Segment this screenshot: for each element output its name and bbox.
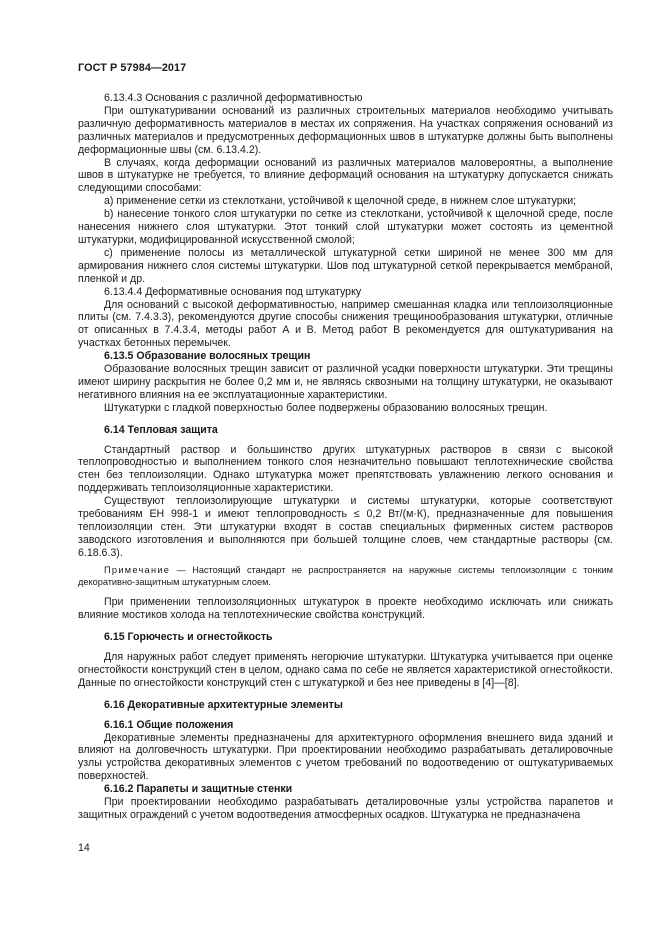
paragraph: При применении теплоизоляционных штукатурок в проекте необходимо исключать или снижать влияние мостиков холода на теплотехнические свойства конструкций. — [78, 596, 613, 622]
section-heading-6-13-5: 6.13.5 Образование волосяных трещин — [104, 350, 311, 363]
paragraph: В случаях, когда деформации оснований из различных материалов маловероятны, а выполнение швов в штукатурке не требуется, то влияние деформаций основания на штукатурку допускается снижать следующими способами: — [78, 156, 613, 195]
note-text: — Настоящий стандарт не распространяется на наружные системы теплоизоляции с тонким декоративно-защитным штукатурным слоем. — [78, 564, 613, 587]
section-heading-6-13-4-4: 6.13.4.4 Деформативные основания под штукатурку — [104, 285, 362, 298]
list-item-a: а) применение сетки из стеклоткани, устойчивой к щелочной среде, в нижнем слое штукатурки; — [104, 195, 577, 208]
section-heading-6-15: 6.15 Горючесть и огнестойкость — [104, 631, 273, 644]
section-heading-6-16-2: 6.16.2 Парапеты и защитные стенки — [104, 783, 293, 796]
page-number: 14 — [78, 842, 90, 854]
paragraph: Декоративные элементы предназначены для архитектурного оформления внешнего вида зданий и влияют на долговечность штукатурки. При проектировании необходимо разрабатывать деталировочные узлы устройства декоративных элементов с учетом требований по водоотведению от оштукатуриваемых поверхностей. — [78, 731, 613, 783]
note — [78, 565, 613, 589]
paragraph: Образование волосяных трещин зависит от различной усадки поверхности штукатурки. Эти трещины имеют ширину раскрытия не более 0,2 мм и, не являясь сквозными на толщину штукатурки, не оказывают негативного влияния на ее эксплуатационные характеристики. — [78, 363, 613, 401]
section-heading-6-16: 6.16 Декоративные архитектурные элементы — [104, 698, 343, 711]
section-heading-6-14: 6.14 Тепловая защита — [104, 423, 218, 436]
list-item-b: b) нанесение тонкого слоя штукатурки по сетке из стеклоткани, устойчивой к щелочной среде, после нанесения нижнего слоя штукатурки. Этот тонкий слой штукатурки может состоять из цементной штукатурки, модифицированной искусственной смолой; — [78, 208, 613, 246]
section-heading-6-13-4-3: 6.13.4.3 Основания с различной деформативностью — [104, 92, 363, 104]
paragraph: Существуют теплоизолирующие штукатурки и системы штукатурки, которые соответствуют требованиям ЕН 998-1 и имеют теплопроводность ≤ 0,2 Вт/(м·К), предназначенные для повышения теплоизоляции стен. Эти штукатурки входят в состав специальных фирменных систем растворов заводского изготовления и выполняются при большей толщине слоев, чем стандартные растворы (см. 6.18.6.3). — [78, 495, 613, 559]
paragraph: При оштукатуривании оснований из различных строительных материалов необходимо учитывать различную деформативность материалов в местах их сопряжения. На участках сопряжения оснований из различных материалов и предусмотренных деформационных швов в штукатурке должны быть выполнены деформационные швы (см. 6.13.4.2). — [78, 104, 613, 156]
page-body — [78, 92, 613, 822]
section-heading-6-16-1: 6.16.1 Общие положения — [104, 718, 234, 731]
list-item-c: с) применение полосы из металлической штукатурной сетки шириной не менее 300 мм для армирования нижнего слоя системы штукатурки. Шов под штукатурной сеткой перекрывается мембраной, пленкой и др. — [78, 246, 613, 285]
paragraph: Для оснований с высокой деформативностью, например смешанная кладка или теплоизоляционные плиты (см. 7.4.3.3), рекомендуются другие способы снижения трещинообразования штукатурки, отличные от описанных в 7.4.3.4, методы работ А и В. Метод работ В рекомендуется для оштукатуривания на участках бетонных перемычек. — [78, 298, 613, 350]
paragraph: Для наружных работ следует применять негорючие штукатурки. Штукатурка учитывается при оценке огнестойкости конструкций стен в целом, однако сама по себе не является характеристикой огнестойкости. Данные по огнестойкости конструкций стен с штукатуркой и без нее приведены в [4]—[8]. — [78, 651, 613, 689]
paragraph: Штукатурки с гладкой поверхностью более подвержены образованию волосяных трещин. — [104, 401, 548, 414]
paragraph: При проектировании необходимо разрабатывать деталировочные узлы устройства парапетов и защитных ограждений с учетом водоотведения атмосферных осадков. Штукатурка не предназначена — [78, 796, 613, 821]
note-label: Примечание — [104, 564, 171, 575]
paragraph: Стандартный раствор и большинство других штукатурных растворов в связи с высокой теплопроводностью и выполнением тонкого слоя незначительно повышают теплотехнические свойства стен без теплоизоляции. Однако штукатурка может препятствовать увлажнению легкого основания и поддерживать теплоизоляционные характеристики. — [78, 443, 613, 495]
document-header: ГОСТ Р 57984—2017 — [78, 62, 187, 74]
